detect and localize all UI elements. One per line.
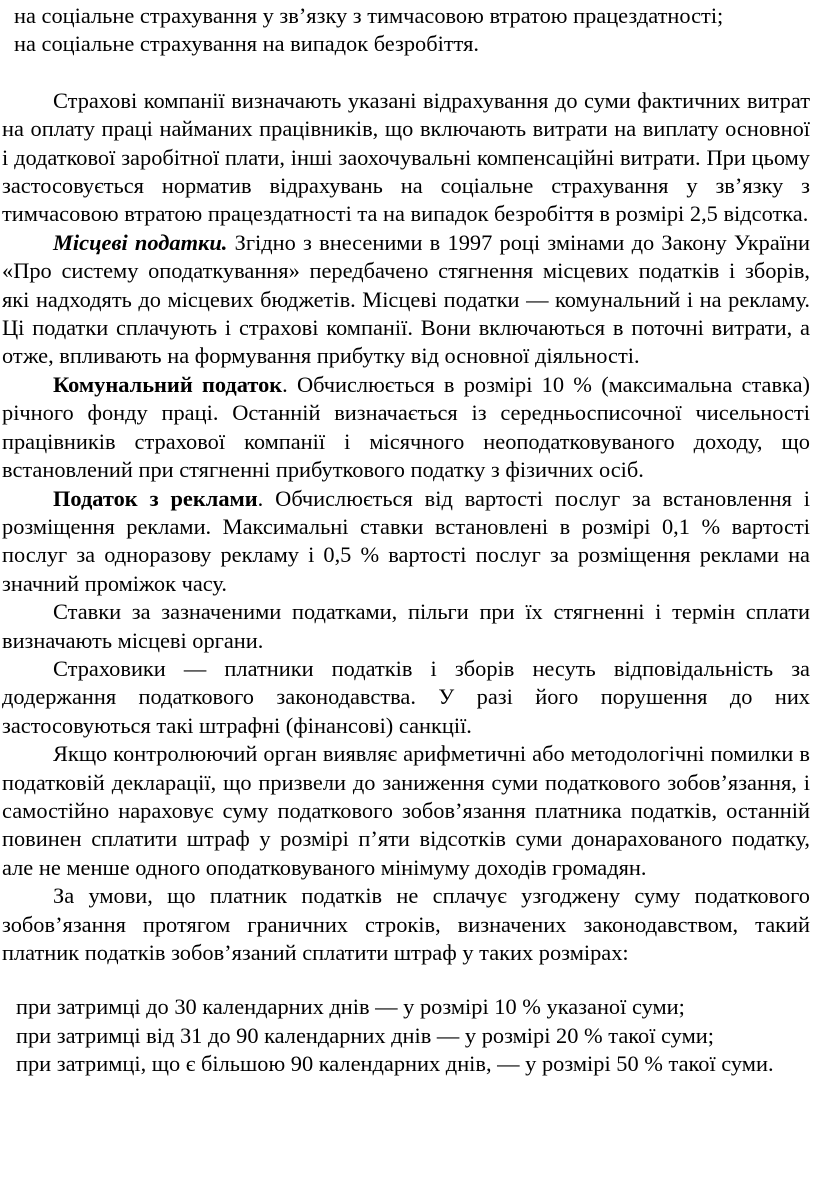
list-item: на соціальне страхування у зв’язку з тимчасовою втратою працездатності;	[14, 3, 724, 28]
paragraph-errors-fine: Якщо контролюючий орган виявляє арифметичні або методологічні помилки в податковій декларації, що призвели до заниження суми податкового зобов’язання, і самостійно нараховує суму податкового зобов’язання платника податків, останній повинен сплатити штраф у розмірі п’яти відсотків суми донарахованого податку, але не менше одного оподатковуваного мінімуму доходів громадян.	[2, 741, 810, 880]
penalty-list	[0, 993, 810, 1078]
list-item: при затримці, що є більшою 90 календарних днів, — у розмірі 50 % такої суми.	[16, 1051, 774, 1077]
paragraph-communal-tax	[0, 371, 810, 485]
spacer	[0, 59, 810, 87]
list-item: при затримці від 31 до 90 календарних днів — у розмірі 20 % такої суми;	[16, 1022, 714, 1048]
paragraph-insurance-deductions: Страхові компанії визначають указані відрахування до суми фактичних витрат на оплату праці найманих працівників, що включають витрати на виплату основної і додаткової заробітної плати, інші заохочувальні компенсаційні витрати. При цьому застосовується норматив відрахувань на соціальне страхування у зв’язку з тимчасовою втратою працездатності та на випадок безробіття в розмірі 2,5 відсотка.	[2, 87, 810, 227]
advertising-tax-heading: Податок з реклами	[53, 485, 258, 511]
paragraph-responsibility: Страховики — платники податків і зборів несуть відповідальність за додержання податкового законодавства. У разі його порушення до них застосовуються такі штрафні (фінансові) санкції.	[2, 655, 810, 738]
local-taxes-text: Згідно з внесеними в 1997 році змінами до Закону України «Про систему оподаткування» передбачено стягнення місцевих податків і зборів, які надходять до місцевих бюджетів. Місцеві податки — комунальний і на рекламу. Ці податки сплачують і страхові компанії. Вони включаються в поточні витрати, а отже, впливають на формування прибутку від основної діяльності.	[2, 229, 810, 369]
local-taxes-heading: Місцеві податки.	[53, 229, 228, 255]
list-item: при затримці до 30 календарних днів — у розмірі 10 % указаної суми;	[16, 994, 685, 1020]
communal-tax-heading: Комунальний податок	[53, 371, 283, 397]
top-list	[0, 2, 810, 59]
spacer	[0, 967, 810, 993]
paragraph-rates: Ставки за зазначеними податками, пільги при їх стягненні і термін сплати визначають місцеві органи.	[2, 599, 810, 653]
advertising-tax-text: . Обчислюється від вартості послуг за встановлення і розміщення реклами. Максимальні ставки встановлені в розмірі 0,1 % вартості послуг за одноразову рекламу і 0,5 % вартості послуг за розміщення реклами на значний проміжок часу.	[2, 485, 810, 596]
paragraph-advertising-tax	[0, 485, 810, 599]
communal-tax-text: . Обчислюється в розмірі 10 % (максимальна ставка) річного фонду праці. Останній визначається із середньосписочної чисельності працівників страхової компанії і місячного неоподатковуваного доходу, що встановлений при стягненні прибуткового податку з фізичних осіб.	[2, 371, 810, 483]
paragraph-local-taxes	[0, 229, 810, 371]
paragraph-late-payment: За умови, що платник податків не сплачує узгоджену суму податкового зобов’язання протягом граничних строків, визначених законодавством, такий платник податків зобов’язаний сплатити штраф у таких розмірах:	[2, 883, 810, 965]
list-item: на соціальне страхування на випадок безробіття.	[14, 31, 480, 57]
